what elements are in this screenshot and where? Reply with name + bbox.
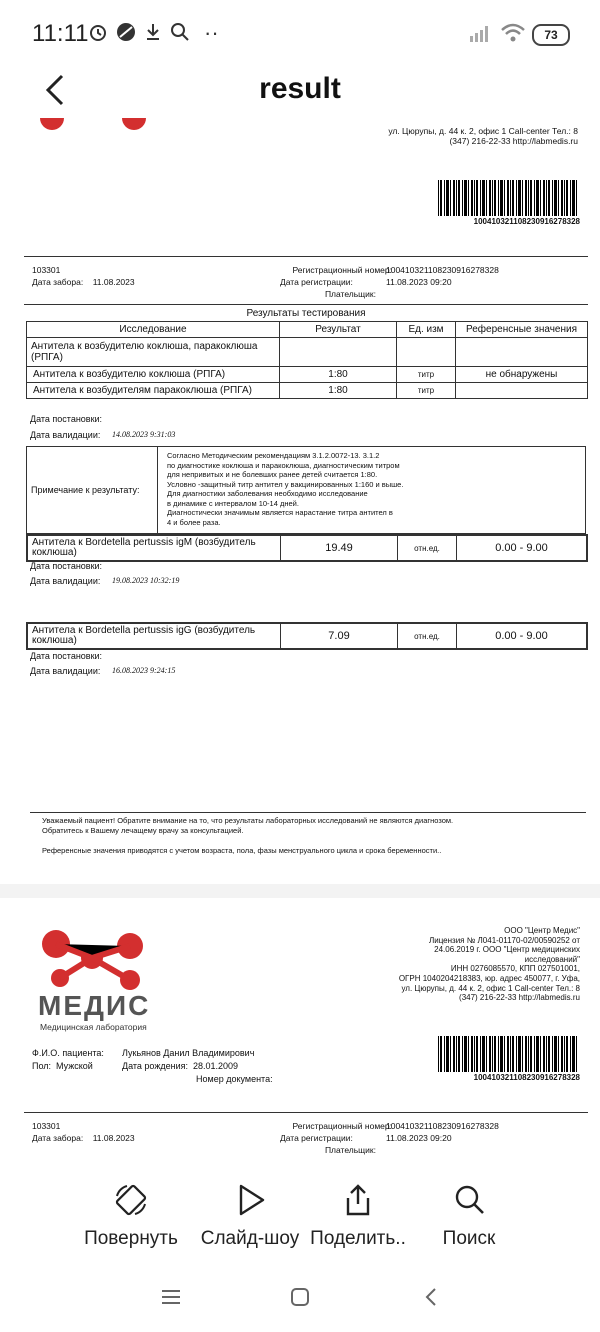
posting-date-label: Дата постановки: — [30, 651, 103, 661]
more-icon: ·· — [204, 20, 219, 45]
data-saver-icon — [116, 22, 136, 42]
share-button[interactable]: Поделить.. — [283, 1182, 433, 1250]
posting-date-label: Дата постановки: — [30, 414, 103, 424]
igg-table — [26, 622, 588, 650]
download-icon — [144, 22, 162, 42]
logo-fragment — [40, 118, 140, 140]
table-row: Антитела к возбудителю коклюша, паракоклюша (РПГА) — [27, 338, 588, 367]
results-title: Результаты тестирования — [246, 308, 366, 319]
menu-icon[interactable] — [160, 1288, 182, 1306]
page-separator — [0, 884, 600, 898]
rotate-icon — [113, 1182, 149, 1218]
validation-date: 19.08.2023 10:32:19 — [112, 576, 180, 585]
search-button[interactable]: Поиск — [394, 1182, 544, 1250]
rotate-button[interactable]: Повернуть — [56, 1182, 206, 1250]
validation-date-label: Дата валидации: — [30, 666, 101, 676]
barcode — [438, 1036, 580, 1072]
wifi-icon — [500, 22, 526, 44]
status-bar — [0, 0, 600, 64]
validation-date-label: Дата валидации: — [30, 576, 101, 586]
battery-indicator: 73 — [532, 24, 570, 46]
table-header: Исследование Результат Ед. изм Референсные значения — [27, 322, 588, 338]
validation-date: 14.08.2023 9:31:03 — [112, 430, 176, 439]
results-table — [26, 321, 588, 399]
share-icon — [340, 1182, 376, 1218]
result-note: Примечание к результату: Согласно Методическим рекомендациям 3.1.2.0072-13. 3.1.2 по диагностике коклюша и паракоклюша, диагностическим титром для непривитых и не болевших ранее детей считается 1:80. Условно -защитный титр антител у вакцинированных 1:160 и выше. Для диагностики заболевания необходимо исследование в динамике с интервалом 10-14 дней. Диагностически значимым является нарастание титра антител в 4 и более раза. — [26, 446, 586, 534]
back-icon[interactable] — [424, 1287, 438, 1307]
table-row: Антитела к Bordetella pertussis igM (возбудитель коклюша) 19.49 отн.ед. 0.00 - 9.00 — [27, 535, 587, 561]
logo-subtitle: Медицинская лаборатория — [40, 1022, 147, 1032]
table-row: Антитела к возбудителям паракоклюша (РПГА) 1:80 титр — [27, 383, 588, 399]
barcode — [438, 180, 580, 216]
table-row: Антитела к Bordetella pertussis igG (возбудитель коклюша) 7.09 отн.ед. 0.00 - 9.00 — [27, 623, 587, 649]
signal-icon — [470, 24, 492, 42]
igm-table — [26, 534, 588, 562]
page-title: result — [259, 72, 341, 105]
search-icon — [170, 22, 190, 42]
play-icon — [232, 1182, 268, 1218]
posting-date-label: Дата постановки: — [30, 561, 103, 571]
table-row: Антитела к возбудителю коклюша (РПГА) 1:80 титр не обнаружены — [27, 367, 588, 383]
medis-logo-icon — [38, 924, 150, 996]
logo-text: МЕДИС — [38, 990, 151, 1021]
slideshow-button[interactable]: Слайд-шоу — [175, 1182, 325, 1250]
lab-address: ул. Цюрупы, д. 44 к. 2, офис 1 Call-center Тел.: 8 (347) 216-22-33 http://labmedis.ru — [388, 126, 578, 146]
alarm-icon — [88, 22, 108, 42]
validation-date: 16.08.2023 9:24:15 — [112, 666, 176, 675]
org-details: ООО "Центр Медис" Лицензия № Л041-01170-02/00590252 от 24.06.2019 г. ООО "Центр медицинских исследований" ИНН 0276085570, КПП 027501001, ОГРН 1040204218383, юр. адрес 450077, г. Уфа, ул. Цюрупы, д. 44 к. 2, офис 1 Call-center Тел.: 8 (347) 216-22-33 http://labmedis.ru — [398, 926, 580, 1003]
search-icon — [451, 1182, 487, 1218]
disclaimer: Уважаемый пациент! Обратите внимание на то, что результаты лабораторных исследований не являются диагнозом. Обратитесь к Вашему лечащему врачу за консультацией. Референсные значения приводятся с учетом возраста, пола, фазы менструального цикла и срока беременности.. — [42, 816, 454, 855]
clock: 11:11 — [32, 20, 89, 47]
home-icon[interactable] — [290, 1287, 310, 1307]
barcode-number: 100410321108230916278328 — [473, 1073, 580, 1082]
barcode-number: 100410321108230916278328 — [473, 217, 580, 226]
validation-date-label: Дата валидации: — [30, 430, 101, 440]
